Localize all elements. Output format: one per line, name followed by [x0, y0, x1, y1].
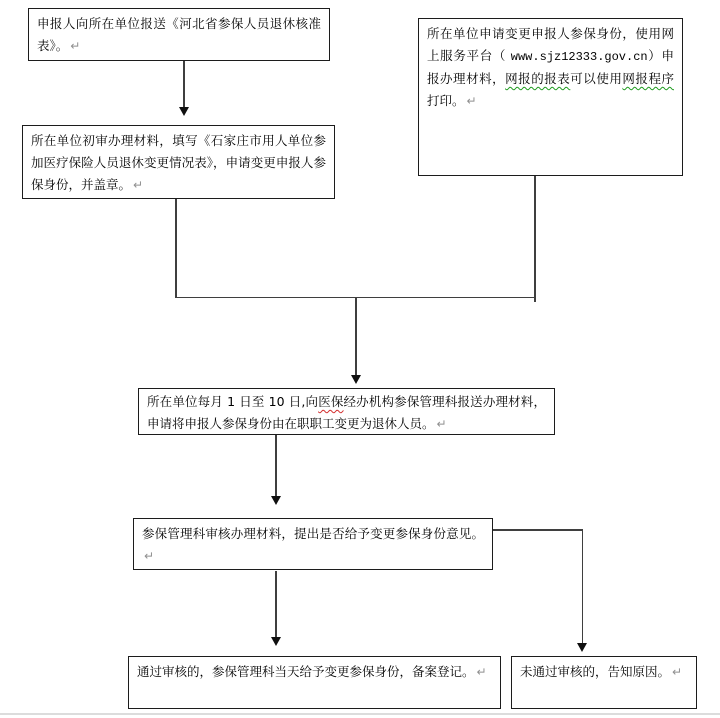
paragraph-mark: ↵: [70, 39, 81, 53]
flow-node-approved-outcome: [128, 656, 501, 709]
connector-declare-to-unit-review: [183, 61, 185, 108]
paragraph-mark: ↵: [476, 665, 487, 679]
arrowhead-down-icon: [271, 496, 281, 505]
platform-url: www.sjz12333.gov.cn: [510, 50, 648, 64]
arrowhead-down-icon: [271, 637, 281, 646]
paragraph-mark: ↵: [144, 549, 155, 563]
connector-dept-review-branch-horizontal: [493, 529, 583, 531]
node-text: 所在单位初审办理材料，填写《石家庄市用人单位参加医疗保险人员退休变更情况表》，申请变更申报人参保身份，并盖章。: [31, 133, 326, 192]
connector-submit-to-dept-review: [275, 435, 277, 496]
arrowhead-down-icon: [351, 375, 361, 384]
flow-node-unit-initial-review: [22, 125, 335, 199]
flow-node-online-platform: [418, 18, 683, 176]
paragraph-mark: ↵: [133, 178, 144, 192]
flow-node-department-review: [133, 518, 493, 570]
node-text: 可以使用: [570, 71, 623, 86]
node-text: 申报人向所在单位报送《河北省参保人员退休核准表》。: [37, 16, 321, 53]
node-text: 通过审核的，参保管理科当天给予变更参保身份，备案登记。: [137, 664, 475, 679]
node-text: 打印。: [427, 93, 465, 108]
node-text: 未通过审核的，告知原因。: [520, 664, 671, 679]
connector-dept-review-to-approved: [275, 571, 277, 637]
flow-node-report-submission: [28, 8, 330, 61]
node-text: ）申报办理材料，: [427, 48, 674, 86]
connector-merge-to-submit: [355, 297, 357, 375]
spellcheck-flagged-text: 医保: [318, 394, 344, 409]
flow-node-monthly-submission: [138, 388, 555, 435]
node-text: 经办机构参保管理科报送办理材料，申请将申报人参保身份由在职职工变更为退休人员。: [147, 394, 546, 431]
flow-node-rejected-outcome: [511, 656, 697, 709]
paragraph-mark: ↵: [436, 417, 447, 431]
arrowhead-down-icon: [179, 107, 189, 116]
paragraph-mark: ↵: [466, 94, 477, 108]
spellcheck-flagged-text: 网报的报表: [505, 71, 571, 86]
arrowhead-down-icon: [577, 643, 587, 652]
paragraph-mark: ↵: [672, 665, 683, 679]
connector-unit-review-drop: [175, 199, 177, 297]
connector-branch-to-rejected: [582, 529, 584, 643]
connector-online-drop: [534, 176, 536, 302]
spellcheck-flagged-text: 网报程序: [622, 71, 674, 86]
page-bottom-edge: [0, 713, 720, 715]
node-text: 参保管理科审核办理材料，提出是否给予变更参保身份意见。: [142, 526, 484, 541]
node-text: 所在单位每月 1 日至 10 日,向: [147, 394, 319, 409]
node-text: 所在单位申请变更申报人参保身份，使用网上服务平台（: [427, 26, 674, 63]
